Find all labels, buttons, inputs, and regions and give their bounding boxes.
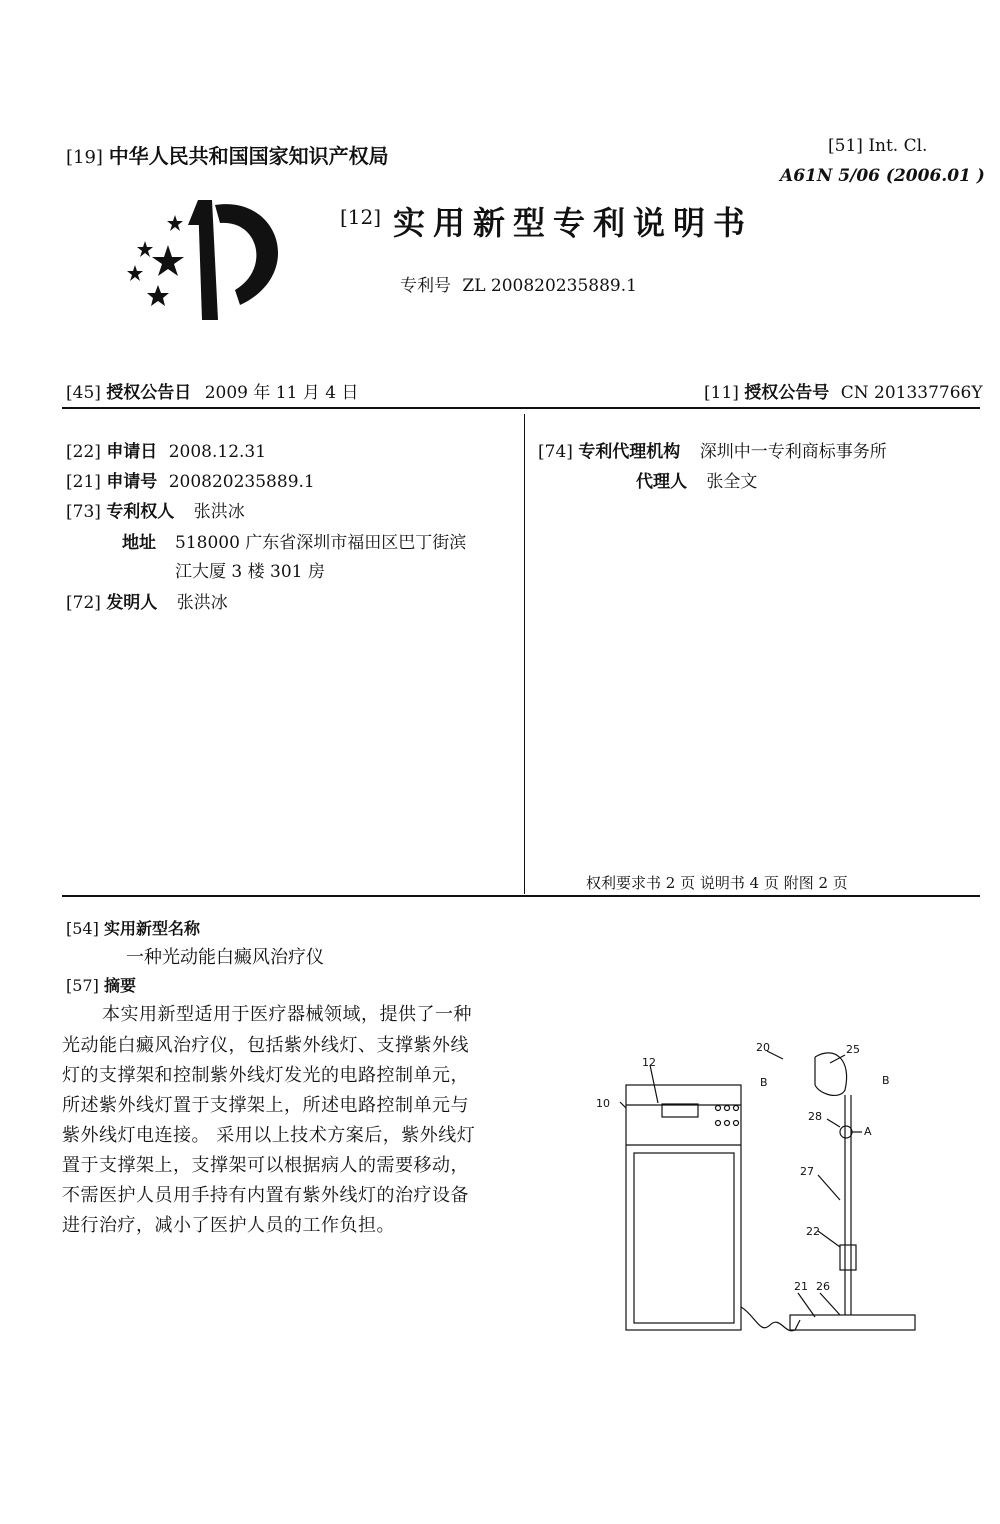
figure-label-12: 12 xyxy=(642,1056,656,1069)
figure-label-b-right: B xyxy=(882,1074,890,1087)
address-line-1: 518000 广东省深圳市福田区巴丁街滨 xyxy=(175,533,467,553)
agent: 代理人 张全文 xyxy=(636,472,758,492)
utility-model-title: 一种光动能白癜风治疗仪 xyxy=(126,947,324,968)
doc-type: 实用新型专利说明书 xyxy=(393,204,754,242)
figure-label-10: 10 xyxy=(596,1097,610,1110)
abstract-line: 所述紫外线灯置于支撑架上，所述电路控制单元与 xyxy=(62,1095,469,1116)
top-rule xyxy=(62,407,980,409)
abstract-line: 光动能白癜风治疗仪，包括紫外线灯、支撑紫外线 xyxy=(62,1035,469,1056)
agency: [74] 专利代理机构 深圳中一专利商标事务所 xyxy=(538,442,887,462)
office-code: [19] xyxy=(66,147,103,168)
abstract-line: 本实用新型适用于医疗器械领域，提供了一种 xyxy=(102,1004,472,1025)
office-header xyxy=(66,140,389,169)
address-line-2: 江大厦 3 楼 301 房 xyxy=(175,562,325,582)
grant-number: [11] 授权公告号 CN 201337766Y xyxy=(704,383,983,403)
figure-label-20: 20 xyxy=(756,1041,770,1054)
filing-date: [22] 申请日 2008.12.31 xyxy=(66,442,267,462)
grant-date: [45] 授权公告日 2009 年 11 月 4 日 xyxy=(66,383,359,403)
figure-label-a: A xyxy=(864,1125,872,1138)
patent-number: 专利号 ZL 200820235889.1 xyxy=(400,276,637,296)
int-cl-label: [51] Int. Cl. xyxy=(828,136,928,156)
abstract-heading: [57] 摘要 xyxy=(66,976,136,995)
figure-label-27: 27 xyxy=(800,1165,814,1178)
figure-label-21: 21 xyxy=(794,1280,808,1293)
abstract-line: 进行治疗，减小了医护人员的工作负担。 xyxy=(62,1215,395,1236)
figure-label-b-left: B xyxy=(760,1076,768,1089)
application-number: [21] 申请号 200820235889.1 xyxy=(66,472,315,492)
middle-rule xyxy=(62,895,980,897)
abstract-line: 不需医护人员用手持有内置有紫外线灯的治疗设备 xyxy=(62,1185,469,1206)
title-heading: [54] 实用新型名称 xyxy=(66,919,200,938)
figure-label-26: 26 xyxy=(816,1280,830,1293)
figure-label-28: 28 xyxy=(808,1110,822,1123)
office-name: 中华人民共和国国家知识产权局 xyxy=(108,144,389,168)
figure-label-25: 25 xyxy=(846,1043,860,1056)
figure-label-22: 22 xyxy=(806,1225,820,1238)
inventor: [72] 发明人 张洪冰 xyxy=(66,593,228,613)
column-divider xyxy=(524,414,525,894)
page-counts: 权利要求书 2 页 说明书 4 页 附图 2 页 xyxy=(586,874,848,892)
cnipa-logo xyxy=(120,195,290,330)
patentee: [73] 专利权人 张洪冰 xyxy=(66,502,245,522)
abstract-line: 紫外线灯电连接。 采用以上技术方案后，紫外线灯 xyxy=(62,1125,476,1146)
abstract-line: 灯的支撑架和控制紫外线灯发光的电路控制单元， xyxy=(62,1065,469,1086)
abstract-line: 置于支撑架上，支撑架可以根据病人的需要移动， xyxy=(62,1155,469,1176)
doc-type-code: [12] xyxy=(340,205,382,229)
int-cl-value: A61N 5/06 (2006.01 ) xyxy=(780,166,985,186)
address-label: 地址 xyxy=(122,533,156,553)
